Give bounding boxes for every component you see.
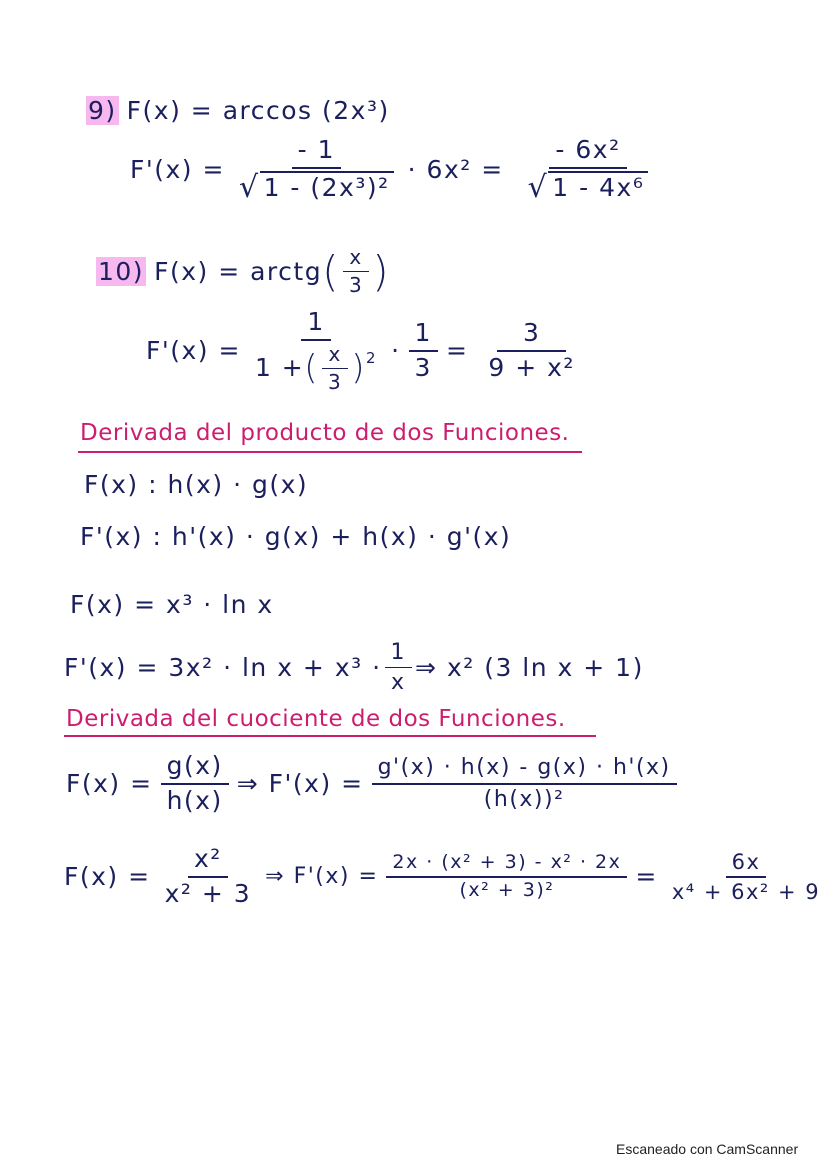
- function-definition: F(x) = arccos (2x³): [126, 96, 390, 125]
- fraction-numerator: 2x · (x² + 3) - x² · 2x: [386, 852, 627, 878]
- exercise-10-statement: [96, 246, 390, 297]
- fraction-denominator: h(x): [166, 785, 223, 815]
- section-heading-product: Derivada del producto de dos Funciones.: [80, 420, 570, 446]
- paren-close: ): [372, 246, 391, 296]
- fraction: [386, 852, 627, 902]
- function-definition: F(x) = arctg: [154, 257, 323, 286]
- exercise-number: 9): [88, 96, 117, 125]
- fraction: [385, 640, 413, 696]
- paren-open: (: [304, 348, 320, 389]
- fraction-denominator: x⁴ + 6x² + 9: [671, 879, 821, 904]
- fraction: [666, 850, 826, 904]
- quotient-rule: [66, 752, 685, 816]
- fraction-numerator: x: [322, 343, 347, 369]
- fraction-denominator: [233, 169, 400, 203]
- equals-sign: =: [635, 862, 658, 892]
- fraction-denominator: x: [391, 670, 406, 696]
- derivative-lhs: ⇒ F'(x) =: [265, 864, 379, 890]
- heading-underline: [64, 735, 596, 737]
- function-lhs: F(x) =: [66, 769, 153, 799]
- paren-close: ): [351, 348, 367, 389]
- fraction-denominator: (h(x))²: [483, 786, 565, 812]
- derivative-lhs: F'(x) =: [130, 154, 225, 184]
- scanner-watermark: Escaneado con CamScanner: [616, 1141, 799, 1157]
- fraction: [343, 246, 369, 297]
- product-rule-line-2: F'(x) : h'(x) · g(x) + h(x) · g'(x): [80, 522, 512, 551]
- fraction-denominator: 3: [414, 352, 432, 382]
- fraction: [522, 136, 655, 203]
- fraction-numerator: 6x: [726, 850, 767, 878]
- exercise-9-derivative: [130, 136, 662, 203]
- fraction-numerator: 3: [497, 319, 566, 352]
- multiplier: · 6x² =: [407, 154, 504, 184]
- fraction: [409, 319, 438, 383]
- product-rule-line-1: F(x) : h(x) · g(x): [84, 470, 309, 499]
- fraction-numerator: x²: [188, 845, 228, 878]
- fraction-numerator: 1: [301, 308, 330, 341]
- fraction: [233, 136, 400, 203]
- multiplication-dot: ·: [391, 336, 401, 366]
- paren-open: (: [322, 246, 340, 296]
- section-heading-quotient: Derivada del cuociente de dos Funciones.: [66, 706, 566, 732]
- product-example-line-2: [64, 640, 644, 696]
- fraction-denominator: 3: [328, 369, 343, 394]
- fraction-numerator: g(x): [161, 752, 229, 785]
- equals-sign: =: [445, 336, 469, 366]
- fraction: [322, 343, 348, 394]
- derivative-lhs: ⇒ F'(x) =: [236, 769, 364, 799]
- fraction-numerator: x: [343, 246, 368, 272]
- sqrt-symbol: √: [527, 169, 549, 205]
- exponent: 2: [366, 348, 378, 367]
- radicand: 1 - 4x⁶: [548, 171, 648, 203]
- quotient-example: [64, 845, 828, 909]
- product-example-line-1: F(x) = x³ · ln x: [70, 590, 274, 619]
- fraction: [249, 308, 383, 394]
- fraction: [482, 319, 581, 383]
- fraction-denominator: [249, 341, 383, 394]
- exercise-10-derivative: [146, 308, 589, 394]
- fraction-denominator: 3: [348, 273, 364, 297]
- heading-underline: [78, 451, 582, 453]
- fraction-denominator: (x² + 3)²: [459, 878, 555, 901]
- fraction-numerator: - 1: [292, 136, 341, 169]
- fraction-numerator: - 6x²: [549, 136, 626, 169]
- exercise-9-statement: [86, 96, 390, 125]
- fraction: [161, 752, 229, 816]
- fraction-denominator: x² + 3: [164, 878, 252, 908]
- radicand: 1 - (2x³)²: [260, 171, 394, 203]
- fraction-denominator: [522, 169, 655, 203]
- fraction: [372, 755, 677, 812]
- simplified-result: ⇒ x² (3 ln x + 1): [415, 653, 644, 683]
- exercise-number: 10): [98, 257, 145, 286]
- function-lhs: F(x) =: [64, 862, 151, 892]
- fraction: [159, 845, 258, 909]
- fraction-numerator: 1: [409, 319, 438, 352]
- fraction-numerator: 1: [385, 640, 413, 668]
- derivative-lhs: F'(x) =: [146, 336, 241, 366]
- fraction-numerator: g'(x) · h(x) - g(x) · h'(x): [372, 755, 677, 784]
- derivative-expression: F'(x) = 3x² · ln x + x³ ·: [64, 653, 382, 683]
- sqrt-symbol: √: [238, 169, 260, 205]
- denominator-prefix: 1 +: [254, 352, 305, 382]
- fraction-denominator: 9 + x²: [488, 352, 575, 382]
